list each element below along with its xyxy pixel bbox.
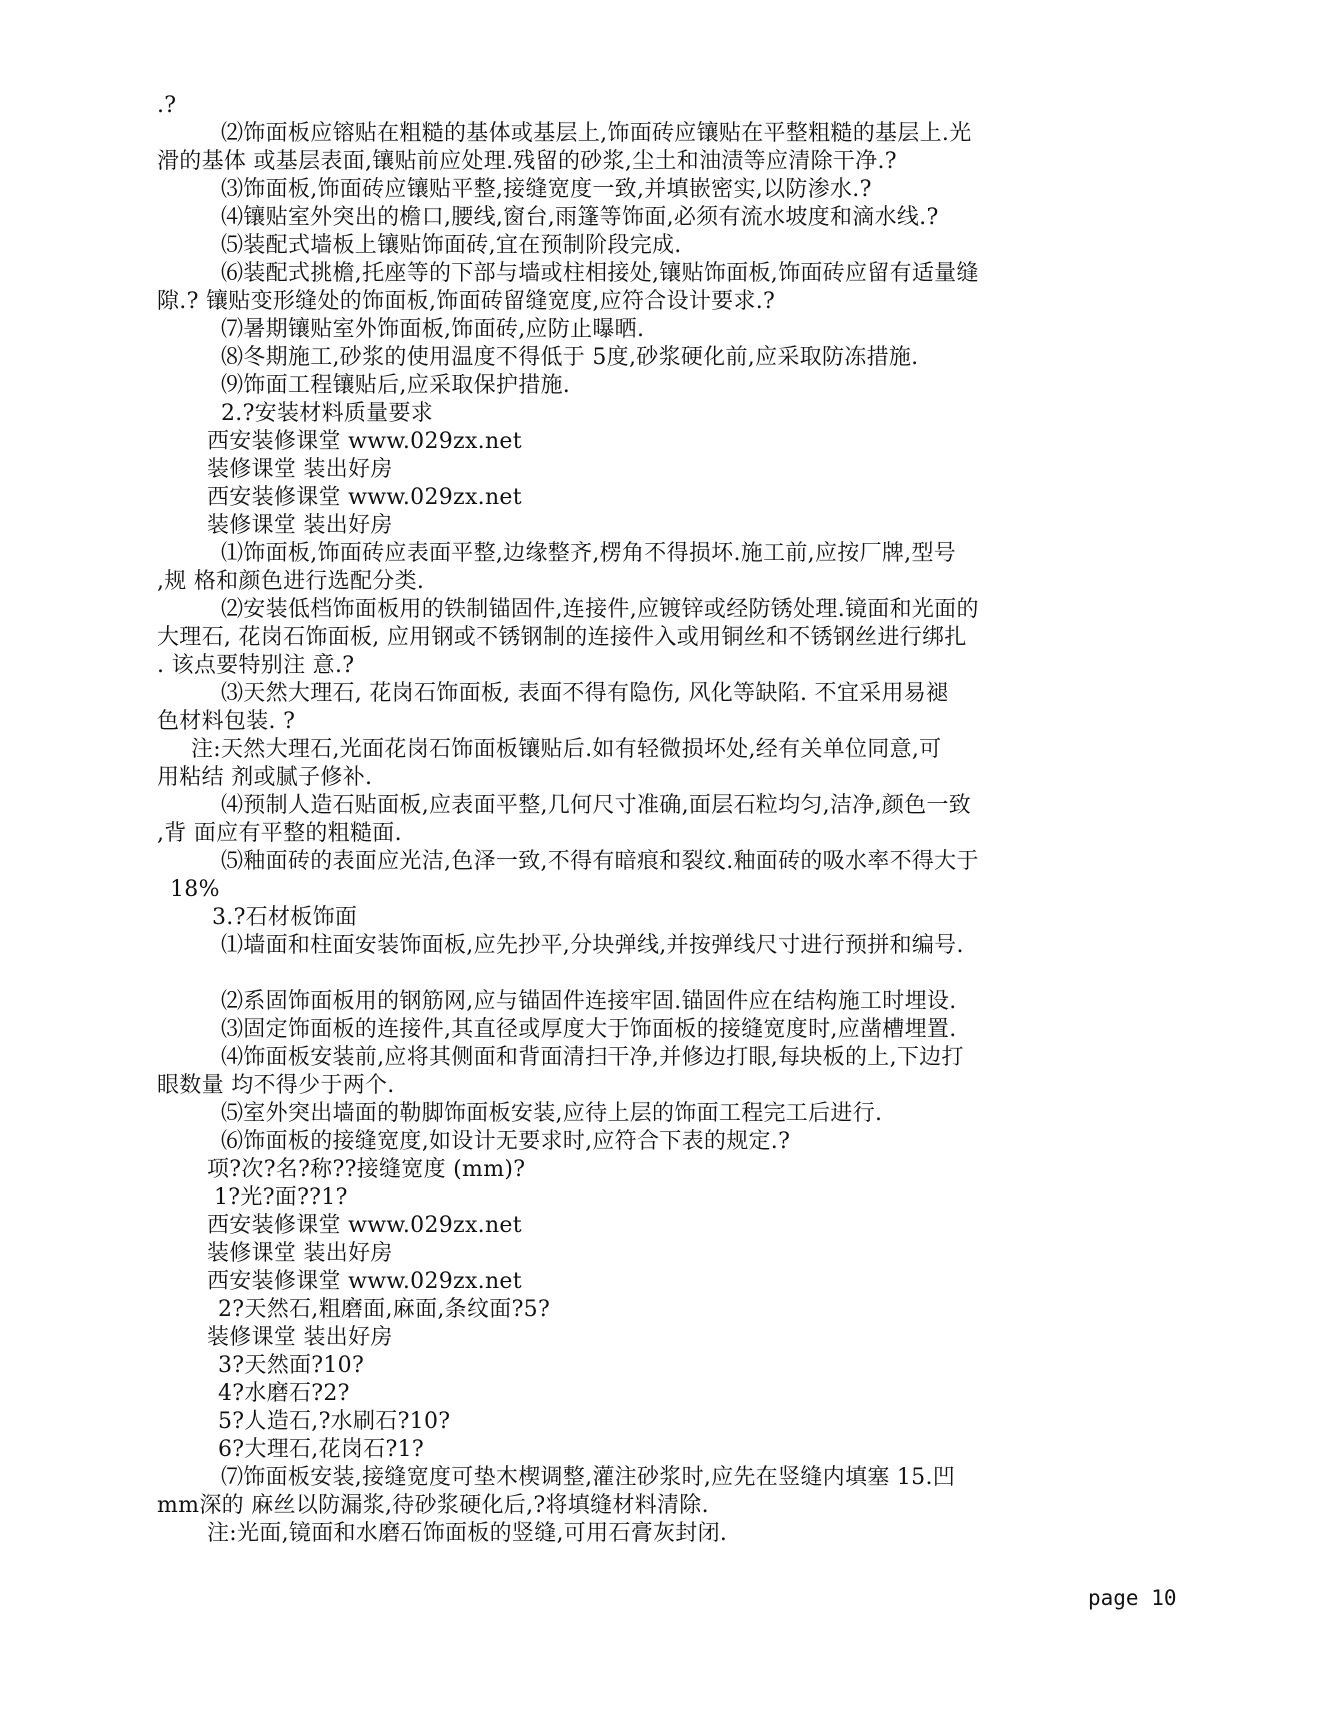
text-line: .? bbox=[157, 93, 177, 118]
text-line: 西安装修课堂 www.029zx.net bbox=[207, 429, 522, 454]
text-line: ⑷饰面板安装前,应将其侧面和背面清扫干净,并修边打眼,每块板的上,下边打 bbox=[221, 1045, 964, 1070]
page-number: page 10 bbox=[1088, 1586, 1177, 1610]
text-line: ,背 面应有平整的粗糙面. bbox=[157, 821, 402, 846]
text-line: ⑵饰面板应镕贴在粗糙的基体或基层上,饰面砖应镶贴在平整粗糙的基层上.光 bbox=[221, 121, 972, 146]
text-line: ⑹装配式挑檐,托座等的下部与墙或柱相接处,镶贴饰面板,饰面砖应留有适量缝 bbox=[221, 261, 979, 286]
text-line: ⑹饰面板的接缝宽度,如设计无要求时,应符合下表的规定.? bbox=[221, 1129, 791, 1154]
text-line: ⑼饰面工程镶贴后,应采取保护措施. bbox=[221, 373, 571, 398]
text-line: 装修课堂 装出好房 bbox=[207, 513, 393, 538]
text-line: ⑻冬期施工,砂浆的使用温度不得低于 5度,砂浆硬化前,应采取防冻措施. bbox=[221, 345, 919, 370]
text-line: ⑸室外突出墙面的勒脚饰面板安装,应待上层的饰面工程完工后进行. bbox=[221, 1101, 883, 1126]
text-line: 6?大理石,花岗石?1? bbox=[218, 1437, 424, 1462]
text-line: 2.?安装材料质量要求 bbox=[221, 401, 434, 426]
text-line: 西安装修课堂 www.029zx.net bbox=[207, 485, 522, 510]
text-line: ,规 格和颜色进行选配分类. bbox=[157, 569, 425, 594]
text-line: 色材料包装. ? bbox=[157, 709, 296, 734]
text-line: 1?光?面??1? bbox=[214, 1185, 348, 1210]
text-line: . 该点要特别注 意.? bbox=[157, 653, 355, 678]
text-line: 西安装修课堂 www.029zx.net bbox=[207, 1269, 522, 1294]
text-line: ⑴饰面板,饰面砖应表面平整,边缘整齐,楞角不得损坏.施工前,应按厂牌,型号 bbox=[221, 541, 957, 566]
text-line: 装修课堂 装出好房 bbox=[207, 1325, 393, 1350]
text-line: 装修课堂 装出好房 bbox=[207, 1241, 393, 1266]
text-line: ⑺暑期镶贴室外饰面板,饰面砖,应防止曝晒. bbox=[221, 317, 645, 342]
text-line: 滑的基体 或基层表面,镶贴前应处理.残留的砂浆,尘土和油渍等应清除干净.? bbox=[157, 149, 897, 174]
text-line: 5?人造石,?水刷石?10? bbox=[218, 1409, 451, 1434]
text-line: ⑺饰面板安装,接缝宽度可垫木楔调整,灌注砂浆时,应先在竖缝内填塞 15.凹 bbox=[221, 1465, 956, 1490]
text-line: 18% bbox=[170, 877, 220, 902]
text-line: ⑸釉面砖的表面应光洁,色泽一致,不得有暗痕和裂纹.釉面砖的吸水率不得大于 bbox=[221, 849, 979, 874]
text-line: 隙.? 镶贴变形缝处的饰面板,饰面砖留缝宽度,应符合设计要求.? bbox=[157, 289, 776, 314]
text-line: 3?天然面?10? bbox=[218, 1353, 365, 1378]
text-line: 2?天然石,粗磨面,麻面,条纹面?5? bbox=[218, 1297, 551, 1322]
text-line: ⑴墙面和柱面安装饰面板,应先抄平,分块弹线,并按弹线尺寸进行预拼和编号. bbox=[221, 933, 964, 958]
text-line: 大理石, 花岗石饰面板, 应用钢或不锈钢制的连接件入或用铜丝和不锈钢丝进行绑扎 bbox=[157, 625, 967, 650]
text-line: 装修课堂 装出好房 bbox=[207, 457, 393, 482]
text-line: ⑶饰面板,饰面砖应镶贴平整,接缝宽度一致,并填嵌密实,以防渗水.? bbox=[221, 177, 872, 202]
text-line: 西安装修课堂 www.029zx.net bbox=[207, 1213, 522, 1238]
text-line: 3.?石材板饰面 bbox=[212, 905, 358, 930]
text-line: 项?次?名?称??接缝宽度 (mm)? bbox=[207, 1157, 526, 1182]
text-line: ⑶固定饰面板的连接件,其直径或厚度大于饰面板的接缝宽度时,应凿槽埋置. bbox=[221, 1017, 957, 1042]
text-line: ⑶天然大理石, 花岗石饰面板, 表面不得有隐伤, 风化等缺陷. 不宜采用易褪 bbox=[221, 681, 949, 706]
text-line: ⑵安装低档饰面板用的铁制锚固件,连接件,应镀锌或经防锈处理.镜面和光面的 bbox=[221, 597, 979, 622]
text-line: 眼数量 均不得少于两个. bbox=[157, 1073, 395, 1098]
text-line: 用粘结 剂或腻子修补. bbox=[157, 765, 373, 790]
text-line: mm深的 麻丝以防漏浆,待砂浆硬化后,?将填缝材料清除. bbox=[157, 1493, 709, 1518]
text-line: ⑸装配式墙板上镶贴饰面砖,宜在预制阶段完成. bbox=[221, 233, 682, 258]
text-line: 注:光面,镜面和水磨石饰面板的竖缝,可用石膏灰封闭. bbox=[207, 1521, 728, 1546]
text-line: ⑷镶贴室外突出的檐口,腰线,窗台,雨篷等饰面,必须有流水坡度和滴水线.? bbox=[221, 205, 939, 230]
text-line: 注:天然大理石,光面花岗石饰面板镶贴后.如有轻微损坏处,经有关单位同意,可 bbox=[191, 737, 942, 762]
text-line: ⑵系固饰面板用的钢筋网,应与锚固件连接牢固.锚固件应在结构施工时埋设. bbox=[221, 989, 957, 1014]
text-line: ⑷预制人造石贴面板,应表面平整,几何尺寸准确,面层石粒均匀,洁净,颜色一致 bbox=[221, 793, 972, 818]
text-line: 4?水磨石?2? bbox=[218, 1381, 350, 1406]
